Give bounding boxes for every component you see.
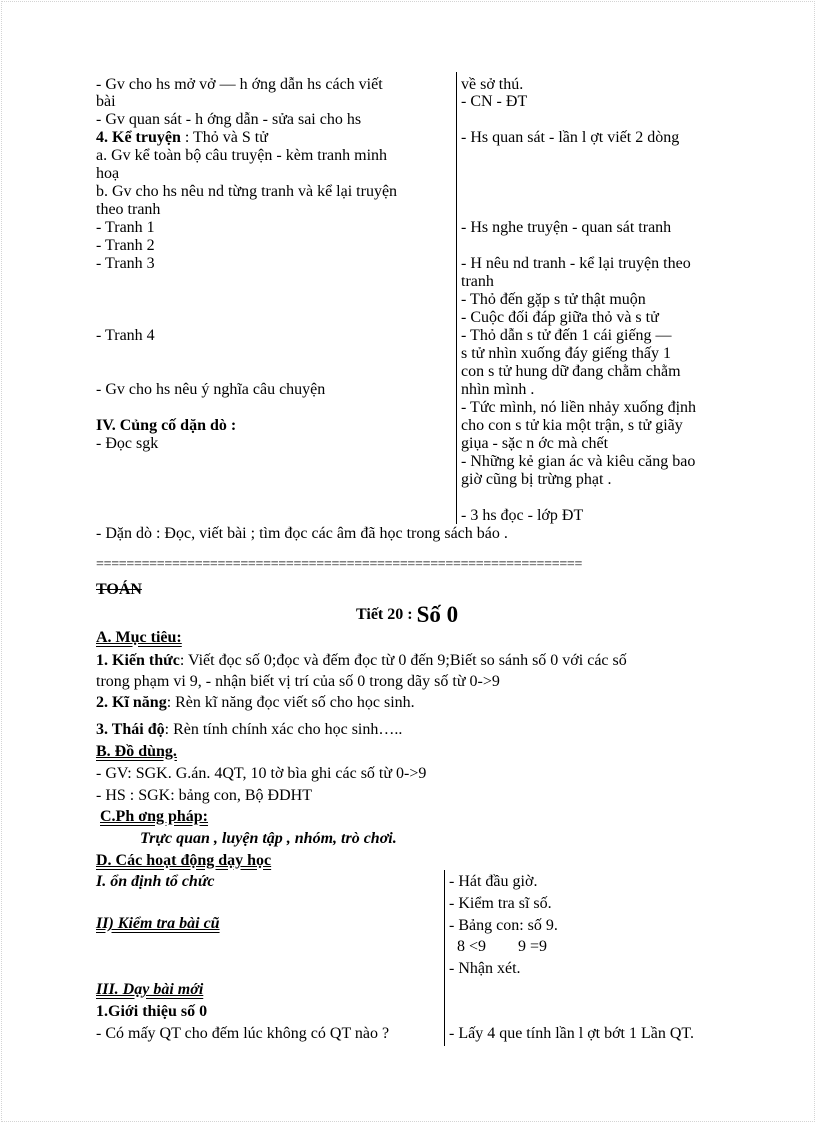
section-d-title: D. Các hoạt động dạy học <box>96 852 272 869</box>
left-line: hoạ <box>96 165 120 182</box>
ki-nang-text: : Rèn kĩ năng đọc viết số cho học sinh. <box>166 694 415 711</box>
ki-nang-line <box>96 694 415 712</box>
section-c-title: C.Ph ơng pháp: <box>100 808 209 825</box>
left-line: - Gv cho hs nêu ý nghĩa câu chuyện <box>96 381 326 398</box>
left-line: - Tranh 1 <box>96 219 155 236</box>
lesson-name: Số 0 <box>416 602 459 627</box>
right-line: - H nêu nd tranh - kể lại truyện theo <box>461 255 691 272</box>
right-line: con s tử hung dữ đang chằm chằm <box>461 363 681 380</box>
ki-nang-label: 2. Kĩ năng <box>96 694 167 711</box>
right-line: nhìn mình . <box>461 381 535 398</box>
gioi-thieu-heading: 1.Giới thiệu số 0 <box>96 1003 208 1020</box>
on-dinh-heading: I. ổn định tổ chức <box>96 873 215 890</box>
lesson-title <box>356 602 459 627</box>
column-divider-upper <box>456 72 457 524</box>
subject-heading: TOÁN <box>96 581 142 598</box>
right-line: - Hs quan sát - lần l ợt viết 2 dòng <box>461 129 680 146</box>
activity-right-line: - Bảng con: số 9. <box>449 917 558 934</box>
left-line: - Tranh 4 <box>96 327 155 344</box>
right-line: - 3 hs đọc - lớp ĐT <box>461 507 584 524</box>
kiem-tra-heading: II) Kiểm tra bài cũ <box>96 915 220 932</box>
section-b-title: B. Đồ dùng. <box>96 743 177 760</box>
activity-right-line: - Lấy 4 que tính lần l ợt bớt 1 Lần QT. <box>449 1025 695 1042</box>
thai-do-text: : Rèn tính chính xác cho học sinh….. <box>164 721 403 738</box>
activity-right-line: 8 <9 9 =9 <box>449 938 548 955</box>
activity-right-line: - Kiểm tra sĩ số. <box>449 895 552 912</box>
kien-thuc-line <box>96 652 627 670</box>
right-line: s tử nhìn xuống đáy giếng thấy 1 <box>461 345 671 362</box>
right-line: - Hs nghe truyện - quan sát tranh <box>461 219 672 236</box>
thai-do-label: 3. Thái độ <box>96 721 165 738</box>
section-a-title: A. Mục tiêu: <box>96 629 182 646</box>
activity-right-line: - Nhận xét. <box>449 960 521 977</box>
kien-thuc-line-2: trong phạm vi 9, - nhận biết vị trí của số 0 trong dãy số từ 0->9 <box>96 673 500 690</box>
right-line: - Thỏ dẫn s tử đến 1 cái giếng — <box>461 327 672 344</box>
left-line: a. Gv kể toàn bộ câu truyện - kèm tranh minh <box>96 147 388 164</box>
left-line: - Gv cho hs mở vở — h ớng dẫn hs cách viết <box>96 76 383 93</box>
question-line: - Có mấy QT cho đếm lúc không có QT nào ? <box>96 1025 390 1042</box>
right-line: - Tức mình, nó liền nhảy xuống định <box>461 399 697 416</box>
method-text: Trực quan , luyện tập , nhóm, trò chơi. <box>140 830 397 847</box>
left-line: - Đọc sgk <box>96 435 159 452</box>
right-line: giụa - sặc n ớc mà chết <box>461 435 609 452</box>
right-line: tranh <box>461 273 494 290</box>
dan-do-line: - Dặn dò : Đọc, viết bài ; tìm đọc các âm đã học trong sách báo . <box>96 525 508 542</box>
right-line: cho con s tử kia một trận, s tử giãy <box>461 417 683 434</box>
left-line: b. Gv cho hs nêu nd từng tranh và kể lại truyện <box>96 183 398 200</box>
left-line: - Gv quan sát - h ớng dẫn - sửa sai cho hs <box>96 111 362 128</box>
right-line: - Cuộc đối đáp giữa thỏ và s tử <box>461 309 659 326</box>
right-line: về sở thú. <box>461 76 524 93</box>
separator: ================================================================ <box>96 558 583 572</box>
activity-right-line: - Hát đầu giờ. <box>449 873 538 890</box>
day-bai-moi-heading: III. Dạy bài mới <box>96 981 204 998</box>
thai-do-line <box>96 721 402 739</box>
left-line: - Tranh 2 <box>96 237 155 254</box>
right-line: - CN - ĐT <box>461 93 528 110</box>
kien-thuc-label: 1. Kiến thức <box>96 652 180 669</box>
left-line: theo tranh <box>96 201 161 218</box>
hs-materials: - HS : SGK: bảng con, Bộ ĐDHT <box>96 787 312 804</box>
left-line: bài <box>96 93 116 110</box>
gv-materials: - GV: SGK. G.án. 4QT, 10 tờ bìa ghi các số từ 0->9 <box>96 765 427 782</box>
ke-truyen-label: 4. Kể truyện <box>96 129 181 146</box>
cung-co-heading: IV. Củng cố dặn dò : <box>96 417 237 434</box>
right-line: giờ cũng bị trừng phạt . <box>461 471 612 488</box>
right-line: - Những kẻ gian ác và kiêu căng bao <box>461 453 696 470</box>
right-line: - Thỏ đến gặp s tử thật muộn <box>461 291 646 308</box>
kien-thuc-text: : Viết đọc số 0;đọc và đếm đọc từ 0 đến 9;Biết so sánh số 0 với các số <box>179 652 627 669</box>
ke-truyen-heading <box>96 129 268 147</box>
column-divider-lower <box>444 870 445 1046</box>
lesson-number: Tiết 20 : <box>356 606 417 623</box>
left-line: - Tranh 3 <box>96 255 155 272</box>
ke-truyen-title: : Thỏ và S tử <box>180 129 268 146</box>
